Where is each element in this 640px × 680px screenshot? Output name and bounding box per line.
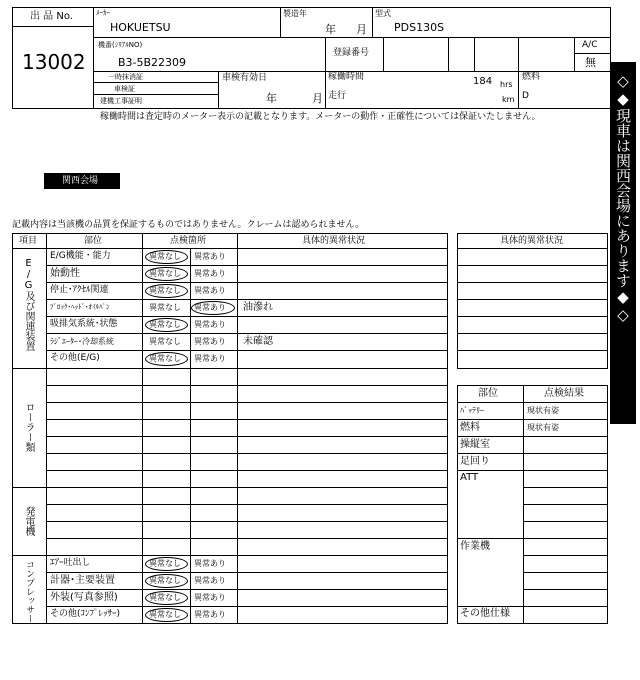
right-detail-header: 具体的異常状況: [500, 236, 564, 246]
result-part: 燃料: [460, 422, 480, 433]
section-comp: コンプレッサー: [24, 560, 34, 623]
serial-label: 機番(ｼﾘｱﾙNO): [98, 41, 143, 49]
month-unit: 月: [356, 23, 367, 36]
ac-value: 無: [585, 56, 596, 69]
opt-ok: 異常なし: [149, 610, 181, 619]
model-label: 型式: [375, 9, 391, 18]
opt-ng: 異常あり: [194, 303, 226, 312]
comp-part: ｴｱｰ吐出し: [50, 558, 91, 568]
eg-part: 始動性: [50, 268, 80, 279]
opt-ng: 異常あり: [194, 610, 226, 619]
result-part: 足回り: [460, 456, 490, 467]
opt-ok: 異常なし: [149, 559, 181, 568]
opt-ok: 異常なし: [149, 593, 181, 602]
opt-ok: 異常なし: [149, 354, 181, 363]
ac-label: A/C: [582, 40, 598, 50]
col-item: 項目: [19, 236, 38, 246]
section-roller: ローラー類: [23, 402, 34, 452]
venue-badge: [44, 173, 120, 189]
year-label: 製造年: [283, 9, 307, 18]
col-check: 点検箇所: [170, 236, 207, 246]
eg-part: 吸排気系統･状態: [50, 319, 118, 329]
opt-ng: 異常あり: [194, 576, 226, 585]
opt-ok: 異常なし: [149, 320, 181, 329]
result-value: 現状有姿: [527, 423, 559, 432]
reg-label: 登録番号: [333, 48, 370, 58]
section-eg: E/G及び関連装置: [23, 258, 34, 351]
result-col-result: 点検結果: [544, 388, 584, 399]
maker-value: HOKUETSU: [110, 21, 171, 34]
opt-ng: 異常あり: [194, 320, 226, 329]
section-gen: 発電機: [23, 506, 34, 536]
cert-2: 車検証: [114, 85, 135, 93]
lot-no-label: 出 品 No.: [30, 11, 73, 22]
result-part: 操縦室: [460, 439, 490, 450]
cert-3: 建機工事証明: [100, 97, 142, 105]
inspect-label: 車検有効日: [222, 73, 268, 83]
eg-detail: 油滲れ: [243, 302, 273, 313]
eg-part: ﾗｼﾞｴｰﾀｰ･冷却系統: [50, 337, 114, 346]
comp-part: その他(ｺﾝﾌﾟﾚｯｻｰ): [50, 609, 121, 619]
side-banner-text: ◇◆現車は関西会場にあります◆◇: [614, 72, 632, 324]
inspect-year: 年: [266, 92, 277, 105]
result-part: その他仕様: [460, 608, 510, 619]
eg-part: 停止･ｱｸｾﾙ関連: [50, 285, 109, 295]
result-part: 作業機: [460, 541, 490, 552]
model-value: PDS130S: [394, 21, 445, 34]
hours-note: 稼働時間は査定時のメーター表示の記載となります。メーターの動作・正確性については保証いたしません。: [100, 112, 541, 122]
col-part: 部位: [84, 236, 103, 246]
inspect-month: 月: [312, 92, 323, 105]
eg-part: ﾌﾞﾛｯｸ･ﾍｯﾄﾞ･ｵｲﾙﾊﾟﾝ: [50, 303, 110, 311]
opt-ok: 異常なし: [149, 269, 181, 278]
result-part: ﾊﾞｯﾃﾘｰ: [460, 406, 484, 415]
eg-part: E/G機能・能力: [50, 251, 111, 261]
cert-1: 一時抹消証: [108, 73, 143, 81]
maker-label: ﾒｰｶｰ: [96, 9, 110, 17]
comp-part: 外装(写真参照): [50, 592, 118, 603]
side-banner: [610, 62, 636, 424]
col-detail: 具体的異常状況: [302, 236, 366, 246]
eg-detail: 未確認: [243, 336, 273, 347]
hours-value: 184: [473, 76, 493, 87]
opt-ok: 異常なし: [149, 286, 181, 295]
opt-ng: 異常あり: [194, 593, 226, 602]
opt-ng: 異常あり: [194, 252, 226, 261]
result-value: 現状有姿: [527, 406, 559, 415]
fuel-label: 燃料: [522, 72, 541, 82]
km-label: 走行: [328, 91, 347, 101]
opt-ng: 異常あり: [194, 269, 226, 278]
eg-part: その他(E/G): [50, 353, 100, 363]
opt-ng: 異常あり: [194, 337, 226, 346]
comp-part: 計器･主要装置: [50, 575, 115, 586]
opt-ok: 異常なし: [149, 337, 181, 346]
opt-ok: 異常なし: [149, 303, 181, 312]
km-unit: km: [502, 95, 515, 104]
disclaimer: 記載内容は当該機の品質を保証するものではありません。クレームは認められません。: [12, 220, 365, 230]
opt-ng: 異常あり: [194, 559, 226, 568]
hours-unit: hrs: [500, 80, 513, 89]
opt-ok: 異常なし: [149, 252, 181, 261]
lot-no-value: 13002: [22, 50, 86, 74]
venue-badge-label: 関西会場: [62, 176, 99, 186]
opt-ng: 異常あり: [194, 354, 226, 363]
serial-value: B3-5B22309: [118, 56, 187, 69]
fuel-value: D: [522, 91, 529, 101]
year-unit: 年: [325, 23, 336, 36]
result-col-part: 部位: [478, 388, 498, 399]
hours-label: 稼働時間: [328, 72, 365, 82]
opt-ok: 異常なし: [149, 576, 181, 585]
result-part: ATT: [460, 472, 479, 483]
opt-ng: 異常あり: [194, 286, 226, 295]
